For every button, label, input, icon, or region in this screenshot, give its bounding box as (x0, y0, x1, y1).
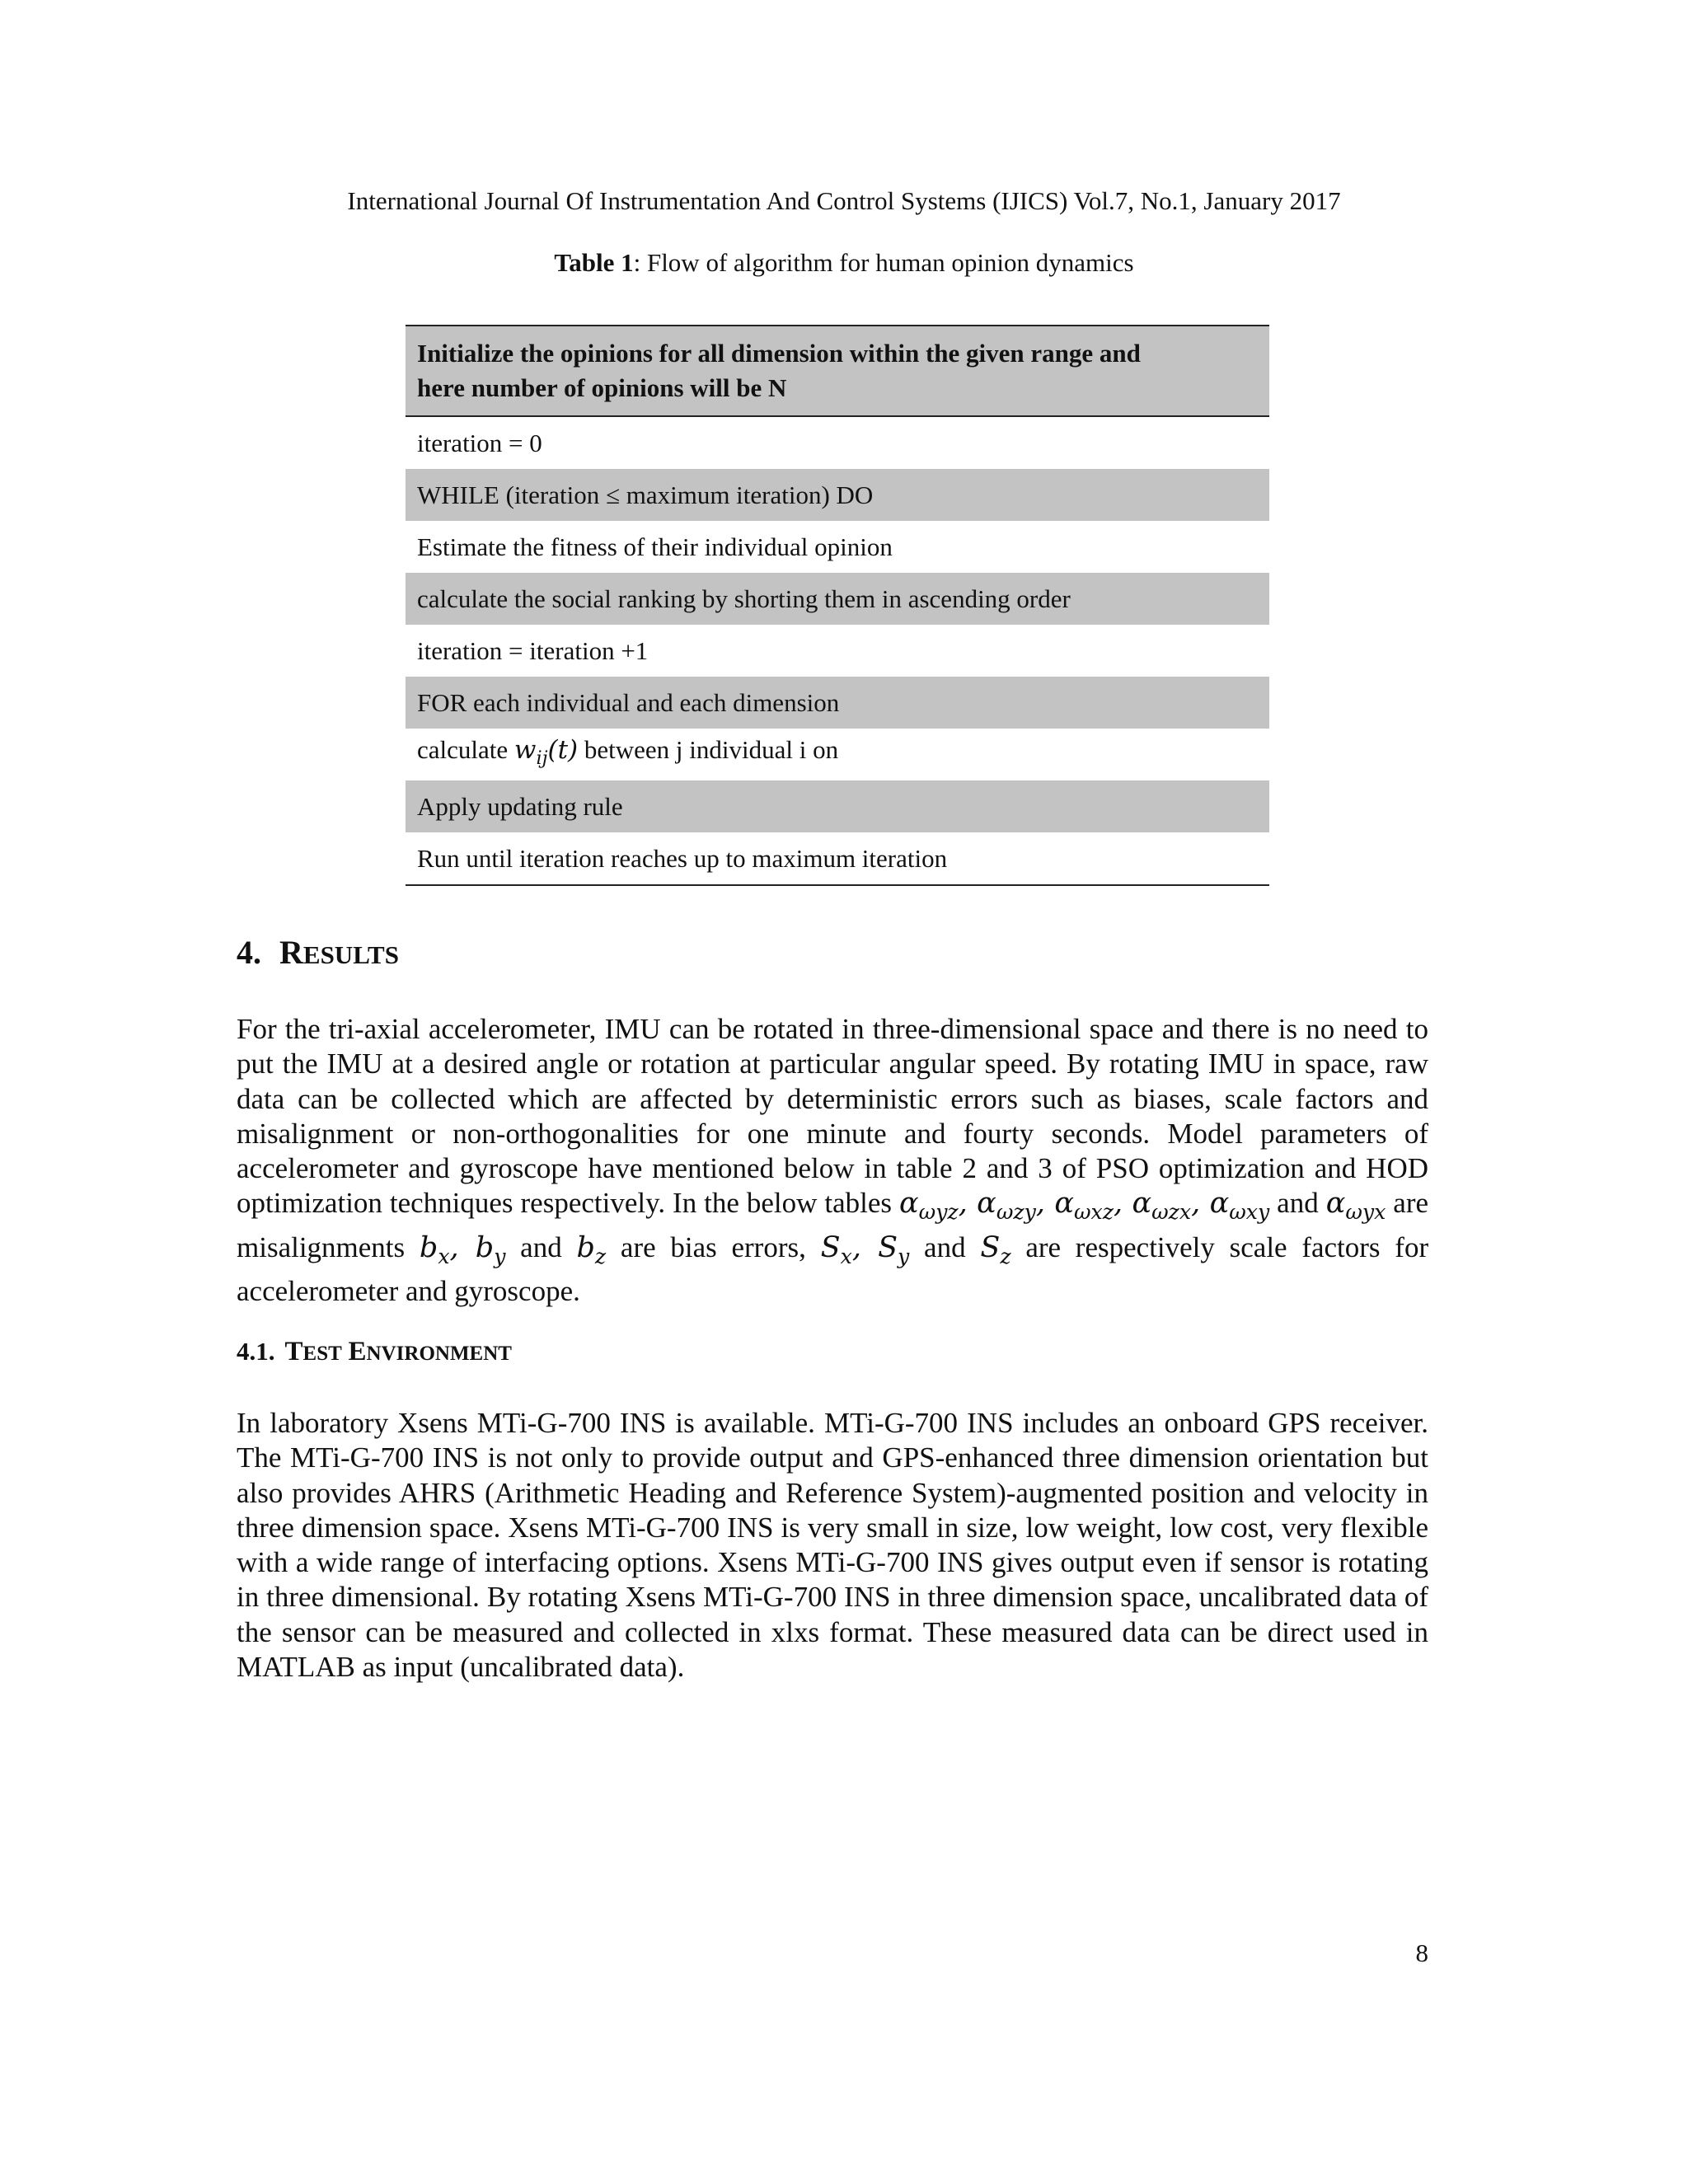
page-number: 8 (1415, 1938, 1428, 1967)
table-header-line2: here number of opinions will be N (417, 373, 787, 402)
table-cell-text: calculate (417, 735, 509, 765)
subsection-number: 4.1. (237, 1337, 275, 1366)
table-caption-text: : Flow of algorithm for human opinion dynamics (633, 248, 1134, 277)
table-cell: Estimate the fitness of their individual opinion (406, 521, 1269, 573)
test-environment-paragraph: In laboratory Xsens MTi-G-700 INS is available. MTi-G-700 INS includes an onboard GPS receiver. The MTi-G-700 INS is not only to provide output and GPS-enhanced three dimension orientation but also provides AHRS (Arithmetic Heading and Reference System)-augmented position and velocity in three dimension space. Xsens MTi-G-700 INS is very small in size, low weight, low cost, very flexible with a wide range of interfacing options. Xsens MTi-G-700 INS gives output even if sensor is rotating in three dimensional. By rotating Xsens MTi-G-700 INS in three dimension space, uncalibrated data of the sensor can be measured and collected in xlxs format. These measured data can be direct used in MATLAB as input (uncalibrated data). (237, 1407, 1428, 1684)
table-row (406, 416, 1269, 469)
results-paragraph: For the tri-axial accelerometer, IMU can be rotated in three-dimensional space and there is no need to put the IMU at a desired angle or rotation at particular angular speed. By rotating IMU in space, raw data can be collected which are affected by deterministic errors such as biases, scale factors and misalignment or non-orthogonalities for one minute and fourty seconds. Model parameters of accelerometer and gyroscope have mentioned below in table 2 and 3 of PSO optimization and HOD optimization techniques respectively. In the below tables $\alpha_{\omega yz}$, $\alpha_{\omega zy}$, $\alpha_{\omega xz}$, $\alpha_{\omega zx}$, $\alpha_{\omega xy}$ and $\alpha_{\omega yx}$ are misalignments $b_x$, $b_y$ and $b_z$ are bias errors, $S_x$, $S_y$ and $S_z$ are respectively scale factors for accelerometer and gyroscope. (237, 1013, 1429, 1308)
section-heading (237, 933, 399, 972)
table-row (406, 573, 1269, 625)
table-cell: Apply updating rule (406, 780, 1269, 832)
section-title-cap: R (279, 934, 303, 971)
table-caption-label: Table 1 (554, 248, 634, 277)
table-header-row (406, 326, 1269, 416)
subsection-rest: NVIRONMENT (366, 1343, 512, 1365)
running-header: International Journal Of Instrumentation And Control Systems (IJICS) Vol.7, No.1, January 2017 (347, 186, 1341, 215)
table-cell-text: between j individual i on (584, 735, 839, 765)
table-row (406, 780, 1269, 832)
paragraph-text: and (1277, 1187, 1319, 1220)
paragraph-text: are bias errors, (620, 1230, 806, 1263)
paragraph-text: are misalignments (237, 1187, 1429, 1263)
table-cell: iteration = iteration +1 (406, 625, 1269, 677)
section-title-rest: ESULTS (302, 940, 399, 969)
table-cell: iteration = 0 (406, 416, 1269, 469)
table-row (406, 729, 1269, 780)
table-cell: Run until iteration reaches up to maximum iteration (406, 832, 1269, 885)
subsection-heading (237, 1337, 512, 1367)
table-header-cell (406, 326, 1269, 416)
table-cell: WHILE (iteration ≤ maximum iteration) DO (406, 469, 1269, 521)
paragraph-text: are respectively scale factors for accelerometer and gyroscope. (237, 1230, 1429, 1308)
table-caption (0, 248, 1688, 278)
table-cell: FOR each individual and each dimension (406, 677, 1269, 729)
paragraph-text: For the tri-axial accelerometer, IMU can be rotated in three-dimensional space and there is no need to put the IMU at a desired angle or rotation at particular angular speed. By rotating IMU in space, raw data can be collected which are affected by deterministic errors such as biases, scale factors and misalignment or non-orthogonalities for one minute and fourty seconds. Model parameters of accelerometer and gyroscope have mentioned below in table 2 and 3 of PSO optimization and HOD optimization techniques respectively. In the below tables (237, 1013, 1428, 1220)
subsection-cap: T (284, 1337, 303, 1366)
subsection-rest: EST (302, 1343, 342, 1365)
table-row (406, 677, 1269, 729)
subsection-cap: E (348, 1337, 367, 1366)
table-row (406, 521, 1269, 573)
paragraph-text: and (520, 1230, 562, 1263)
table-cell: calculate the social ranking by shorting them in ascending order (406, 573, 1269, 625)
table-row (406, 832, 1269, 885)
table-header-line1: Initialize the opinions for all dimension within the given range and (417, 339, 1141, 368)
table-row (406, 469, 1269, 521)
table-cell (406, 729, 1269, 780)
section-number: 4. (237, 934, 261, 971)
table-row (406, 625, 1269, 677)
paragraph-text: and (924, 1230, 966, 1263)
algorithm-table (406, 325, 1269, 886)
wij-formula: $w_{ij}(t)$ (513, 735, 579, 770)
